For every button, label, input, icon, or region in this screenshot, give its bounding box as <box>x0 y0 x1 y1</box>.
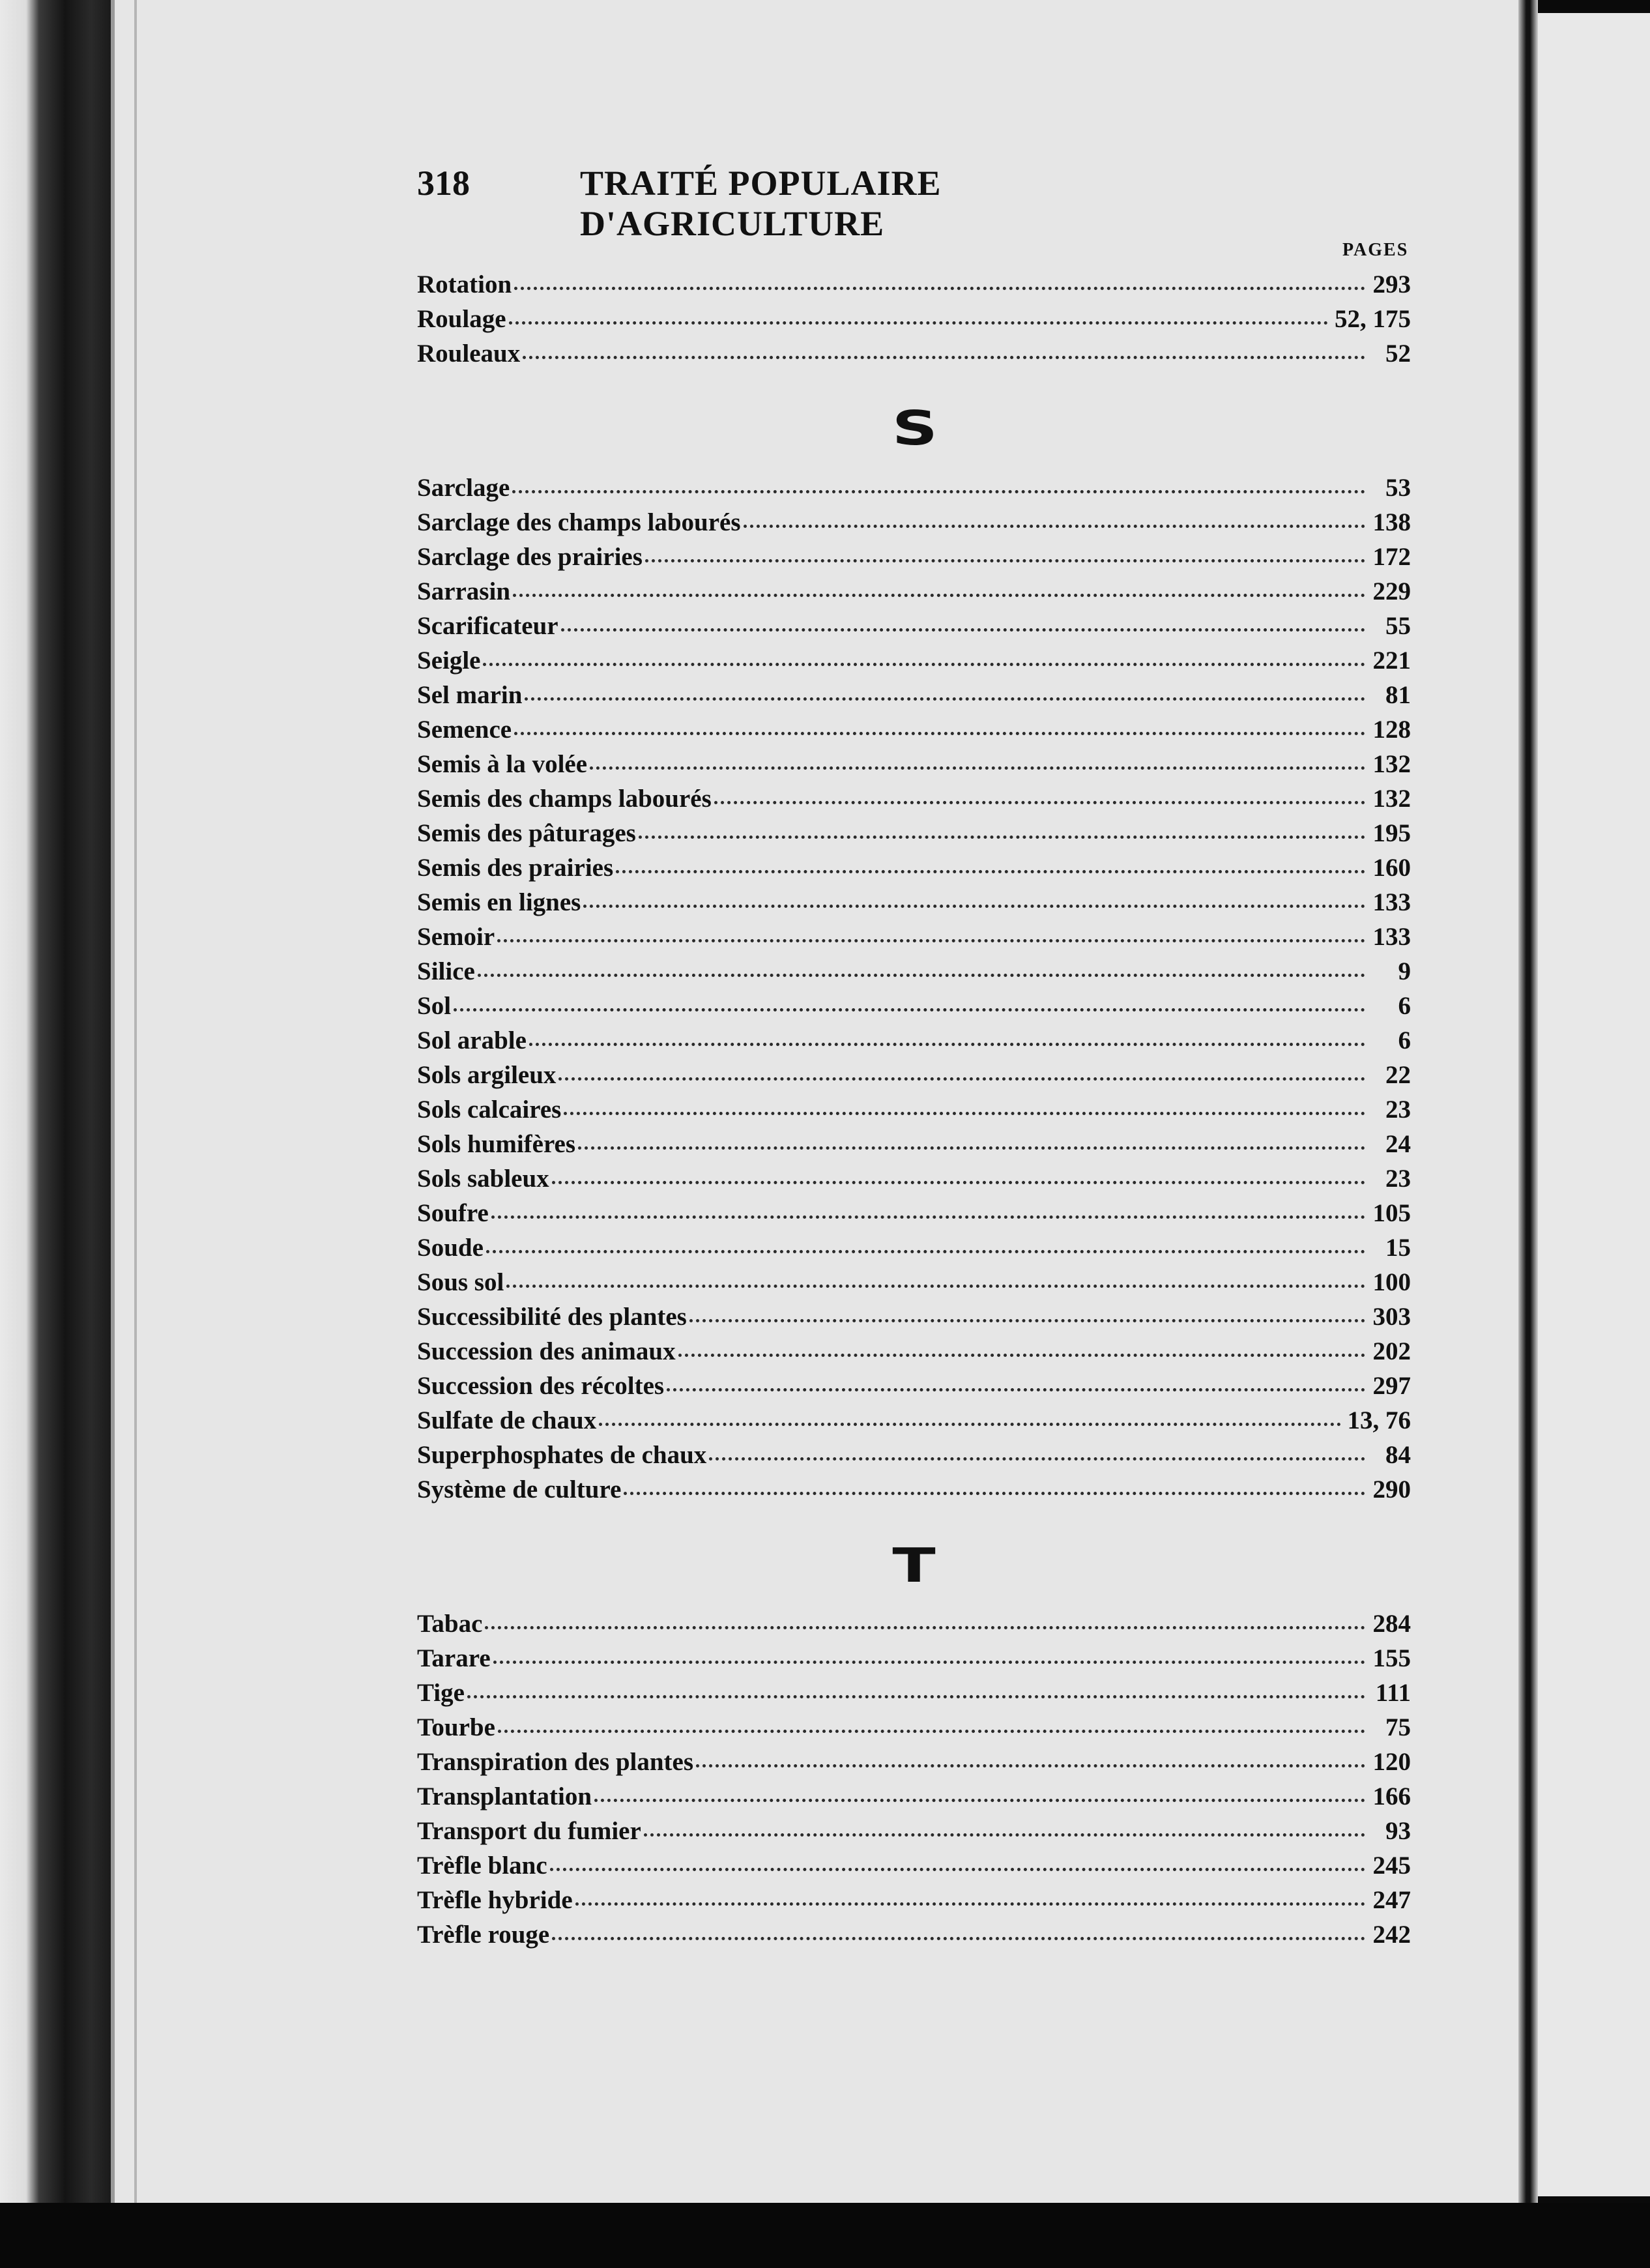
index-entry <box>417 1092 1411 1127</box>
index-entry <box>417 1814 1411 1848</box>
index-entry <box>417 747 1411 781</box>
index-entry <box>417 885 1411 920</box>
dot-leader <box>590 760 1365 770</box>
index-term: Semis à la volée <box>417 750 588 778</box>
dot-leader <box>564 1105 1365 1115</box>
dot-leader <box>552 1930 1365 1940</box>
dot-leader <box>454 1002 1365 1011</box>
index-entry <box>417 574 1411 609</box>
index-term: Tourbe <box>417 1713 495 1741</box>
dot-leader <box>583 898 1365 908</box>
index-entry <box>417 954 1411 989</box>
index-term: Tige <box>417 1679 465 1707</box>
index-page-ref: 202 <box>1372 1337 1411 1365</box>
dot-leader <box>575 1896 1365 1906</box>
index-entry <box>417 1058 1411 1092</box>
index-term: Semoir <box>417 923 495 951</box>
index-entry <box>417 336 1411 371</box>
pages-column-label: PAGES <box>1342 240 1409 260</box>
index-entry <box>417 471 1411 505</box>
index-group-s <box>417 471 1411 1507</box>
dot-leader <box>512 484 1365 493</box>
index-term: Succession des animaux <box>417 1337 676 1365</box>
index-term: Système de culture <box>417 1476 622 1504</box>
index-page-ref: 9 <box>1398 957 1411 985</box>
index-term: Roulage <box>417 305 506 333</box>
index-page-ref: 242 <box>1372 1921 1411 1949</box>
index-term: Semis en lignes <box>417 888 581 916</box>
index-term: Sols calcaires <box>417 1096 562 1124</box>
index-entry <box>417 850 1411 885</box>
dot-leader <box>506 1278 1365 1288</box>
dot-leader <box>616 864 1365 873</box>
index-page-ref: 290 <box>1372 1476 1411 1504</box>
index-page-ref: 221 <box>1372 647 1411 675</box>
index-page-ref: 128 <box>1372 716 1411 744</box>
index-page-ref: 52 <box>1385 340 1411 368</box>
index-page-ref: 93 <box>1385 1817 1411 1845</box>
index-page-ref: 247 <box>1372 1886 1411 1914</box>
index-entry <box>417 1127 1411 1161</box>
index-term: Soude <box>417 1234 484 1262</box>
index-entry <box>417 505 1411 540</box>
index-page-ref: 6 <box>1398 992 1411 1020</box>
index-entry <box>417 1848 1411 1883</box>
index-entry <box>417 1472 1411 1507</box>
index-page-ref: 155 <box>1372 1644 1411 1672</box>
dot-leader <box>578 1140 1365 1150</box>
running-title: TRAITÉ POPULAIRE D'AGRICULTURE <box>580 164 942 243</box>
index-term: Semence <box>417 716 512 744</box>
dot-leader <box>498 1723 1365 1733</box>
index-entry <box>417 267 1411 302</box>
dot-leader <box>552 1174 1365 1184</box>
index-entry <box>417 643 1411 678</box>
dot-leader <box>523 349 1365 359</box>
index-term: Successibilité des plantes <box>417 1303 687 1331</box>
index-entry <box>417 302 1411 336</box>
scan-left-edge <box>0 0 111 2268</box>
dot-leader <box>483 656 1365 666</box>
index-entry <box>417 1403 1411 1438</box>
index-entry <box>417 1369 1411 1403</box>
index-group-t <box>417 1606 1411 1952</box>
index-term: Sol arable <box>417 1026 527 1054</box>
dot-leader <box>485 1620 1365 1629</box>
index-page-ref: 303 <box>1372 1303 1411 1331</box>
index-term: Sulfate de chaux <box>417 1406 597 1434</box>
index-entry <box>417 920 1411 954</box>
index-page-ref: 53 <box>1385 474 1411 502</box>
index-entry <box>417 1917 1411 1952</box>
index-page-ref: 15 <box>1385 1234 1411 1262</box>
index-term: Semis des champs labourés <box>417 785 712 813</box>
index-page-ref: 166 <box>1372 1782 1411 1810</box>
index-entry <box>417 1334 1411 1369</box>
index-page-ref: 132 <box>1372 750 1411 778</box>
section-letter-s: S <box>891 401 938 456</box>
dot-leader <box>509 315 1329 325</box>
index-page-ref: 293 <box>1372 270 1411 298</box>
dot-leader <box>667 1382 1365 1391</box>
dot-leader <box>529 1036 1365 1046</box>
index-page-ref: 100 <box>1372 1268 1411 1296</box>
index-entry <box>417 712 1411 747</box>
index-term: Rotation <box>417 270 512 298</box>
index-page-ref: 120 <box>1372 1748 1411 1776</box>
index-entry <box>417 816 1411 850</box>
index-page-ref: 245 <box>1372 1852 1411 1880</box>
index-term: Soufre <box>417 1199 489 1227</box>
dot-leader <box>493 1654 1365 1664</box>
facing-page-edge <box>1538 13 1650 2196</box>
index-entry <box>417 1438 1411 1472</box>
index-page-ref: 133 <box>1372 888 1411 916</box>
index-entry <box>417 1300 1411 1334</box>
index-page-ref: 75 <box>1385 1713 1411 1741</box>
dot-leader <box>513 587 1365 597</box>
scan-bottom-edge <box>0 2203 1650 2268</box>
index-entry <box>417 540 1411 574</box>
index-term: Sols argileux <box>417 1061 557 1089</box>
index-entry <box>417 989 1411 1023</box>
index-page-ref: 84 <box>1385 1441 1411 1469</box>
dot-leader <box>744 518 1365 528</box>
index-page-ref: 52, 175 <box>1335 305 1411 333</box>
index-term: Superphosphates de chaux <box>417 1441 707 1469</box>
index-entry <box>417 1676 1411 1710</box>
page-number: 318 <box>417 164 470 203</box>
index-entry <box>417 1023 1411 1058</box>
index-entry <box>417 1230 1411 1265</box>
dot-leader <box>497 933 1365 942</box>
index-page-ref: 23 <box>1385 1096 1411 1124</box>
index-term: Transpiration des plantes <box>417 1748 694 1776</box>
dot-leader <box>478 967 1365 977</box>
index-page-ref: 22 <box>1385 1061 1411 1089</box>
page-edge-rule <box>134 0 137 2203</box>
index-page-ref: 13, 76 <box>1347 1406 1411 1434</box>
index-page-ref: 24 <box>1385 1130 1411 1158</box>
index-term: Sols humifères <box>417 1130 576 1158</box>
index-term: Trèfle hybride <box>417 1886 573 1914</box>
index-term: Transport du fumier <box>417 1817 641 1845</box>
index-term: Silice <box>417 957 475 985</box>
index-term: Scarificateur <box>417 612 558 640</box>
index-term: Sarclage <box>417 474 510 502</box>
dot-leader <box>594 1792 1365 1802</box>
dot-leader <box>467 1689 1365 1698</box>
dot-leader <box>714 794 1365 804</box>
index-term: Seigle <box>417 647 481 675</box>
dot-leader <box>514 725 1365 735</box>
dot-leader <box>678 1347 1365 1357</box>
index-term: Succession des récoltes <box>417 1372 665 1400</box>
index-page-ref: 284 <box>1372 1610 1411 1638</box>
index-term: Rouleaux <box>417 340 521 368</box>
dot-leader <box>624 1485 1365 1495</box>
index-entry <box>417 781 1411 816</box>
dot-leader <box>486 1243 1365 1253</box>
index-term: Semis des prairies <box>417 854 614 882</box>
index-entry <box>417 678 1411 712</box>
dot-leader <box>689 1313 1365 1322</box>
index-page-ref: 55 <box>1385 612 1411 640</box>
page-header <box>417 163 1245 243</box>
dot-leader <box>696 1758 1365 1767</box>
index-term: Trèfle rouge <box>417 1921 550 1949</box>
dot-leader <box>514 280 1365 290</box>
dot-leader <box>558 1071 1365 1081</box>
section-letter-t: T <box>892 1538 936 1593</box>
index-page-ref: 81 <box>1385 681 1411 709</box>
index-term: Sarrasin <box>417 577 511 605</box>
index-page-ref: 6 <box>1398 1026 1411 1054</box>
index-page-ref: 111 <box>1375 1679 1411 1707</box>
index-term: Tabac <box>417 1610 483 1638</box>
index-page-ref: 138 <box>1372 508 1411 536</box>
index-page-ref: 195 <box>1372 819 1411 847</box>
index-page-ref: 229 <box>1372 577 1411 605</box>
index-page-ref: 172 <box>1372 543 1411 571</box>
index-term: Transplantation <box>417 1782 592 1810</box>
index-term: Semis des pâturages <box>417 819 636 847</box>
index-entry <box>417 609 1411 643</box>
index-page-ref: 23 <box>1385 1165 1411 1193</box>
index-page-ref: 133 <box>1372 923 1411 951</box>
index-term: Sols sableux <box>417 1165 549 1193</box>
index-term: Sol <box>417 992 452 1020</box>
index-entry <box>417 1641 1411 1676</box>
index-term: Sarclage des prairies <box>417 543 643 571</box>
index-page-ref: 132 <box>1372 785 1411 813</box>
index-term: Trèfle blanc <box>417 1852 547 1880</box>
index-page-ref: 297 <box>1372 1372 1411 1400</box>
dot-leader <box>525 691 1365 701</box>
index-entry <box>417 1606 1411 1641</box>
index-term: Sous sol <box>417 1268 504 1296</box>
index-entry <box>417 1779 1411 1814</box>
dot-leader <box>644 1827 1365 1837</box>
dot-leader <box>645 553 1365 562</box>
index-group-r <box>417 267 1411 371</box>
index-entry <box>417 1710 1411 1745</box>
dot-leader <box>709 1451 1365 1461</box>
index-term: Tarare <box>417 1644 491 1672</box>
book-gutter <box>1518 0 1538 2203</box>
dot-leader <box>561 622 1365 632</box>
index-page-ref: 160 <box>1372 854 1411 882</box>
index-term: Sel marin <box>417 681 523 709</box>
dot-leader <box>639 829 1365 839</box>
index-entry <box>417 1196 1411 1230</box>
index-term: Sarclage des champs labourés <box>417 508 741 536</box>
dot-leader <box>550 1861 1365 1871</box>
index-entry <box>417 1745 1411 1779</box>
dot-leader <box>599 1416 1340 1426</box>
dot-leader <box>491 1209 1365 1219</box>
index-entry <box>417 1161 1411 1196</box>
index-entry <box>417 1265 1411 1300</box>
index-page-ref: 105 <box>1372 1199 1411 1227</box>
index-entry <box>417 1883 1411 1917</box>
